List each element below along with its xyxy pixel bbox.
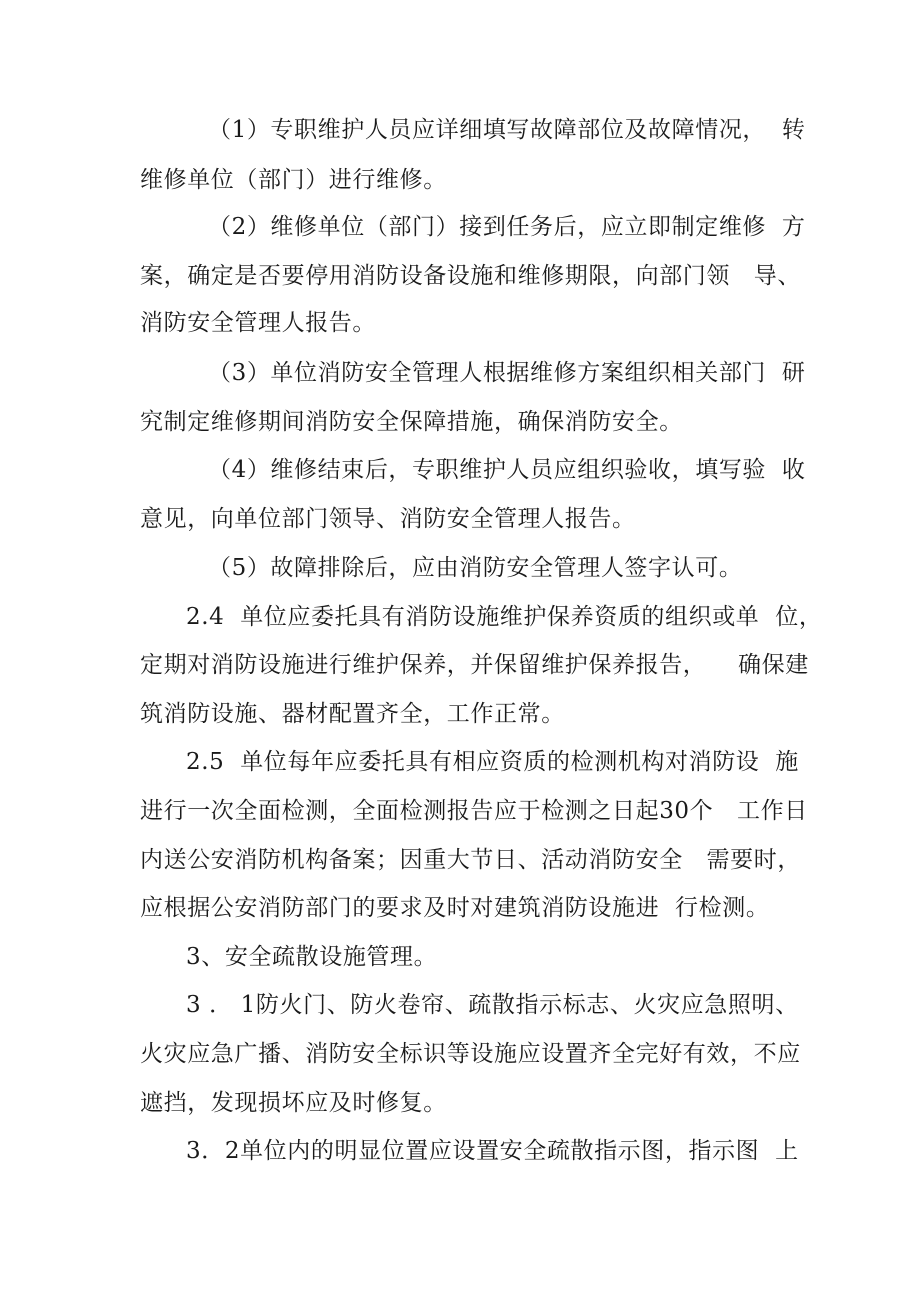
paragraph-line: 案，确定是否要停用消防设备设施和维修期限，向部门领 导、: [140, 263, 801, 289]
section-line: 3 ． 1防火门、防火卷帘、疏散指示标志、火灾应急照明、: [186, 992, 799, 1018]
section-line: 2.4 单位应委托具有消防设施维护保养资质的组织或单 位，: [186, 604, 823, 630]
paragraph-line: 究制定维修期间消防安全保障措施，确保消防安全。: [140, 409, 683, 435]
paragraph-line: 火灾应急广播、消防安全标识等设施应设置齐全完好有效，不应: [140, 1041, 801, 1067]
paragraph-line: （2）维修单位（部门）接到任务后，应立即制定维修 方: [208, 214, 806, 240]
paragraph-line: 应根据公安消防部门的要求及时对建筑消防设施进 行检测。: [140, 895, 770, 921]
paragraph-line: 遮挡，发现损坏应及时修复。: [140, 1090, 447, 1116]
paragraph-line: 维修单位（部门）进行维修。: [140, 167, 447, 193]
paragraph-line: （5）故障排除后，应由消防安全管理人签字认可。: [208, 555, 743, 581]
paragraph-line: （3）单位消防安全管理人根据维修方案组织相关部门 研: [208, 360, 806, 386]
paragraph-line: 进行一次全面检测，全面检测报告应于检测之日起30个 工作日: [140, 798, 808, 824]
section-line: 3．2单位内的明显位置应设置安全疏散指示图，指示图 上: [186, 1138, 799, 1164]
paragraph-line: 消防安全管理人报告。: [140, 310, 376, 336]
paragraph-line: 定期对消防设施进行维护保养，并保留维护保养报告， 确保建: [140, 652, 809, 678]
paragraph-line: 筑消防设施、器材配置齐全，工作正常。: [140, 701, 565, 727]
paragraph-line: 意见，向单位部门领导、消防安全管理人报告。: [140, 506, 636, 532]
section-heading: 3、安全疏散设施管理。: [186, 944, 438, 970]
paragraph-line: 内送公安消防机构备案；因重大节日、活动消防安全 需要时，: [140, 847, 801, 873]
section-line: 2.5 单位每年应委托具有相应资质的检测机构对消防设 施: [186, 749, 799, 775]
paragraph-line: （4）维修结束后，专职维护人员应组织验收，填写验 收: [208, 457, 806, 483]
paragraph-line: （1）专职维护人员应详细填写故障部位及故障情况， 转: [208, 117, 806, 143]
